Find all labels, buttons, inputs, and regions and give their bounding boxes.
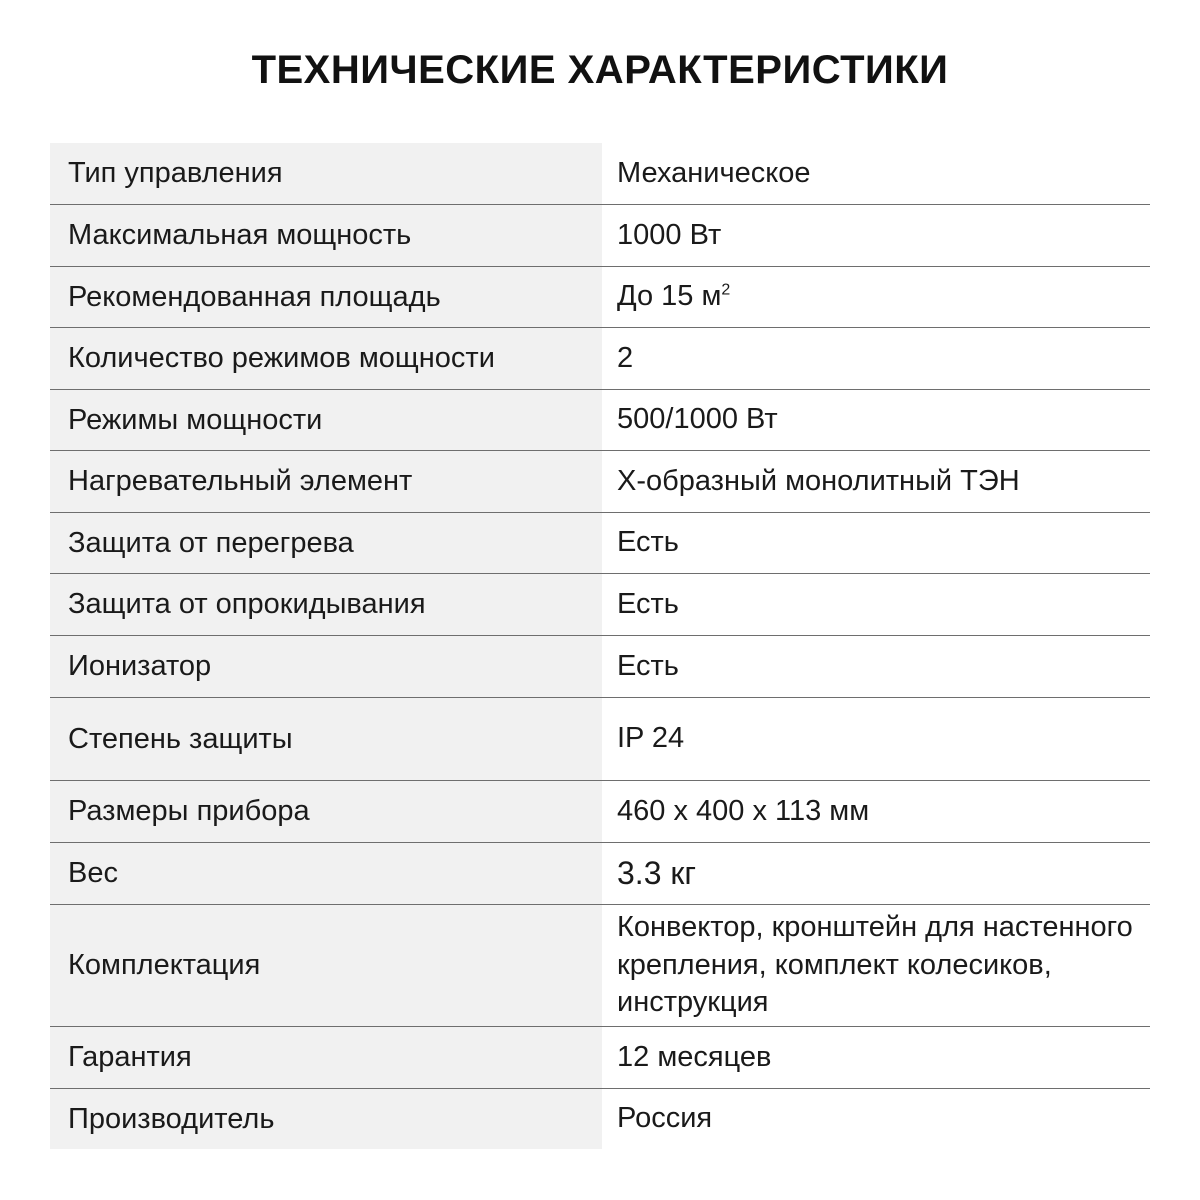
- spec-label: Степень защиты: [50, 698, 602, 780]
- spec-value-text: Конвектор, кронштейн для настенного крепления, комплект колесиков, инструкция: [617, 910, 1133, 1019]
- spec-label: Размеры прибора: [50, 781, 602, 842]
- spec-row-manufacturer: [50, 1089, 1150, 1149]
- spec-label: Нагревательный элемент: [50, 451, 602, 512]
- spec-label: Вес: [50, 843, 602, 904]
- spec-row-dimensions: [50, 781, 1150, 843]
- spec-value-text: 500/1000 Вт: [617, 403, 778, 436]
- spec-row-tip-over-protection: [50, 574, 1150, 636]
- spec-value-text: 460 x 400 x 113 мм: [617, 794, 870, 827]
- spec-value: [602, 143, 1150, 204]
- spec-table: [50, 143, 1150, 1149]
- spec-label: Производитель: [50, 1089, 602, 1149]
- spec-row-ionizer: [50, 636, 1150, 698]
- spec-row-protection-rating: [50, 698, 1150, 781]
- spec-row-heating-element: [50, 451, 1150, 513]
- spec-label: Тип управления: [50, 143, 602, 204]
- spec-value-text: Есть: [617, 649, 679, 682]
- spec-value: [602, 1027, 1150, 1088]
- spec-value: [602, 781, 1150, 842]
- spec-label: Защита от опрокидывания: [50, 574, 602, 635]
- spec-label: Максимальная мощность: [50, 205, 602, 266]
- spec-value-text: Механическое: [617, 156, 811, 189]
- unit-superscript: 2: [721, 281, 731, 299]
- spec-row-power-modes: [50, 390, 1150, 451]
- spec-value: [602, 328, 1150, 389]
- spec-value-text: Есть: [617, 587, 679, 620]
- spec-label: Количество режимов мощности: [50, 328, 602, 389]
- spec-row-warranty: [50, 1027, 1150, 1089]
- spec-label: Ионизатор: [50, 636, 602, 697]
- spec-value: [602, 451, 1150, 512]
- spec-label: Защита от перегрева: [50, 513, 602, 573]
- page-title: ТЕХНИЧЕСКИЕ ХАРАКТЕРИСТИКИ: [251, 48, 949, 92]
- spec-value-text: Х-образный монолитный ТЭН: [617, 464, 1020, 497]
- spec-row-max-power: [50, 205, 1150, 267]
- spec-value: [602, 698, 1150, 780]
- spec-label: Режимы мощности: [50, 390, 602, 450]
- spec-value-text: 1000 Вт: [617, 218, 722, 251]
- spec-row-recommended-area: [50, 267, 1150, 328]
- spec-value: [602, 205, 1150, 266]
- spec-value: [602, 636, 1150, 697]
- spec-value-text: 2: [617, 341, 634, 374]
- spec-row-weight: [50, 843, 1150, 905]
- spec-value-text: Есть: [617, 526, 679, 559]
- spec-label: Рекомендованная площадь: [50, 267, 602, 327]
- spec-row-package-contents: [50, 905, 1150, 1027]
- spec-value: [602, 843, 1150, 904]
- spec-value-text: IP 24: [617, 722, 685, 755]
- spec-value: [602, 390, 1150, 450]
- spec-value-text: До 15 м: [617, 280, 722, 313]
- spec-value-text: 12 месяцев: [617, 1040, 772, 1073]
- spec-row-power-modes-count: [50, 328, 1150, 390]
- spec-value: [602, 574, 1150, 635]
- spec-label: Гарантия: [50, 1027, 602, 1088]
- spec-row-overheat-protection: [50, 513, 1150, 574]
- spec-label: Комплектация: [50, 905, 602, 1026]
- spec-row-control-type: [50, 143, 1150, 205]
- spec-value: [602, 513, 1150, 573]
- spec-value: [602, 1089, 1150, 1149]
- spec-value-text: 3.3 кг: [617, 854, 697, 891]
- spec-value-text: Россия: [617, 1102, 713, 1135]
- spec-value: [602, 267, 1150, 327]
- spec-value: [602, 905, 1150, 1026]
